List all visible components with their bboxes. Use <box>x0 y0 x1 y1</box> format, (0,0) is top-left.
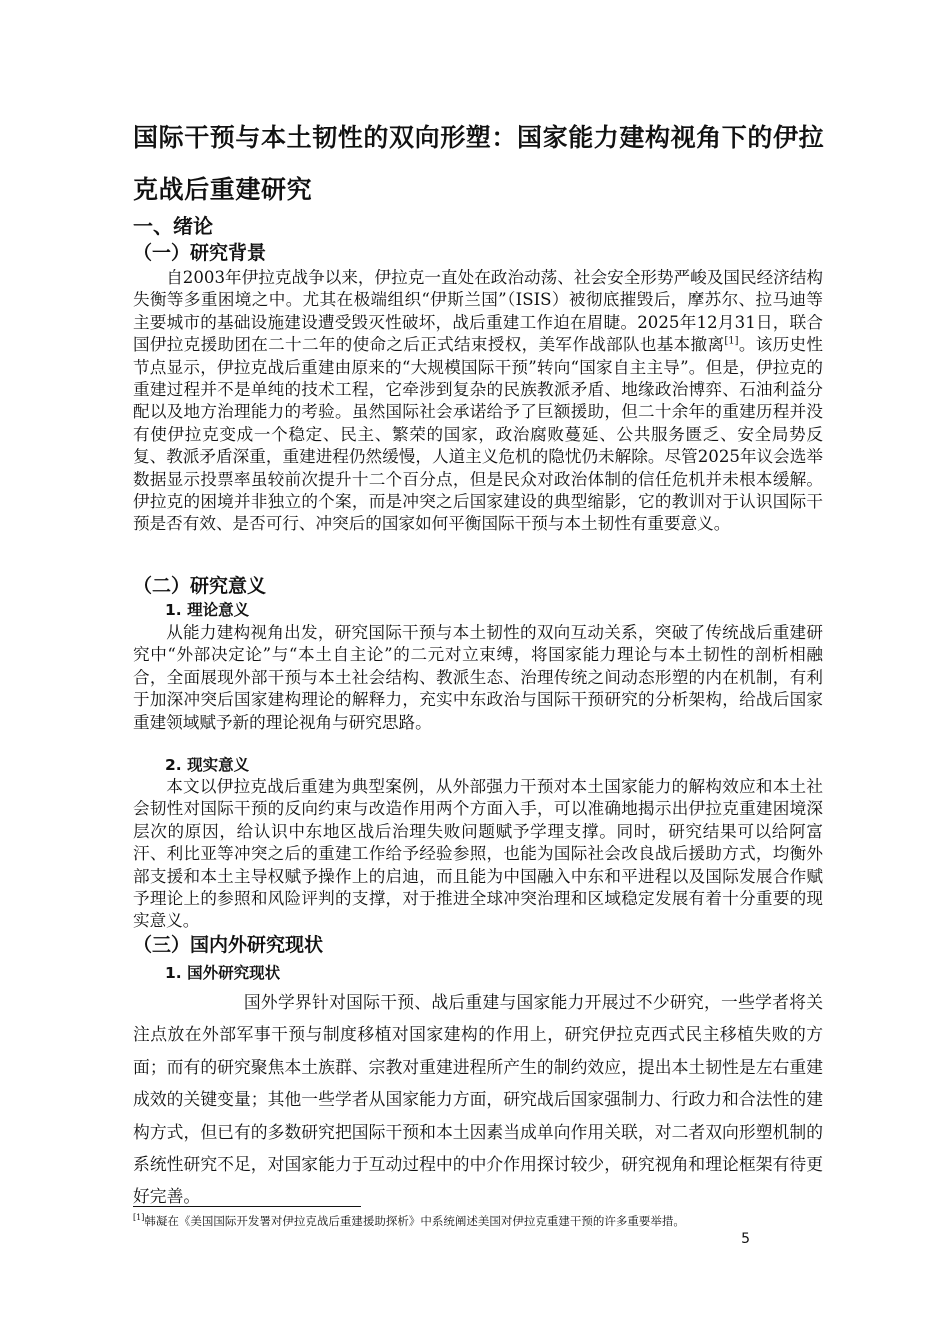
background-text-part2: 。该历史性节点显示，伊拉克战后重建由原来的“大规模国际干预”转向“国家自主主导”。但是，伊拉克的重建过程并不是单纯的技术工程，它牵涉到复杂的民族教派矛盾、地缘政治博弈、石油利益分配以及地方治理能力的考验。虽然国际社会承诺给予了巨额援助，但二十余年的重建历程并没有使伊拉克变成一个稳定、民主、繁荣的国家，政治腐败蔓延、公共服务匮乏、安全局势反复、教派矛盾深重，重建进程仍然缓慢，人道主义危机的隐忧仍未解除。尽管2025年议会选举数据显示投票率虽较前次提升十二个百分点，但是民众对政治体制的信任危机并未根本缓解。伊拉克的困境并非独立的个案，而是冲突之后国家建设的典型缩影，它的教训对于认识国际干预是否有效、是否可行、冲突后的国家如何平衡国际干预与本土韧性有重要意义。 <box>133 335 824 534</box>
section-heading-significance: （二）研究意义 <box>133 575 267 597</box>
footnote-reference[interactable]: [1] <box>724 335 739 347</box>
practice-paragraph: 本文以伊拉克战后重建为典型案例，从外部强力干预对本土国家能力的解构效应和本土社会韧性对国际干预的反向约束与改造作用两个方面入手，可以准确地揭示出伊拉克重建困境深层次的原因，给认识中东地区战后治理失败问题赋予学理支撑。同时，研究结果可以给阿富汗、利比亚等冲突之后的重建工作给予经验参照，也能为国际社会改良战后援助方式，均衡外部支援和本土主导权赋予操作上的启迪，而且能为中国融入中东和平进程以及国际发展合作赋予理论上的参照和风险评判的支撑，对于推进全球冲突治理和区域稳定发展有着十分重要的现实意义。 <box>133 777 823 931</box>
theory-paragraph: 从能力建构视角出发，研究国际干预与本土韧性的双向互动关系，突破了传统战后重建研究中“外部决定论”与“本土自主论”的二元对立束缚，将国家能力理论与本土韧性的剖析相融合，全面展现外部干预与本土社会结构、教派生态、治理传统之间动态形塑的内在机制，有利于加深冲突后国家建构理论的解释力，充实中东政治与国际干预研究的分析架构，给战后国家重建领域赋予新的理论视角与研究思路。 <box>133 623 823 732</box>
section-heading-background: （一）研究背景 <box>133 242 267 264</box>
subsection-heading-theory: 1. 理论意义 <box>165 601 250 619</box>
page-number: 5 <box>741 1231 750 1247</box>
foreign-research-paragraph: 国外学界针对国际干预、战后重建与国家能力开展过不少研究，一些学者将关注点放在外部军事干预与制度移植对国家建构的作用上，研究伊拉克西式民主移植失败的方面；而有的研究聚焦本土族群、宗教对重建进程所产生的制约效应，提出本土韧性是左右重建成效的关键变量；其他一些学者从国家能力方面，研究战后国家强制力、行政力和合法性的建构方式，但已有的多数研究把国际干预和本土因素当成单向作用关联，对二者双向形塑机制的系统性研究不足，对国家能力于互动过程中的中介作用探讨较少，研究视角和理论框架有待更好完善。 <box>133 992 823 1207</box>
footnote-mark: [1] <box>133 1213 145 1223</box>
chapter-heading-introduction: 一、绪论 <box>133 214 213 238</box>
background-paragraph <box>133 267 823 536</box>
paper-title: 国际干预与本土韧性的双向形塑：国家能力建构视角下的伊拉克战后重建研究 <box>133 123 825 204</box>
section-heading-literature: （三）国内外研究现状 <box>133 934 324 956</box>
footnote <box>133 1213 853 1229</box>
background-text-part1: 自2003年伊拉克战争以来，伊拉克一直处在政治动荡、社会安全形势严峻及国民经济结构失衡等多重困境之中。尤其在极端组织“伊斯兰国”（ISIS）被彻底摧毁后，摩苏尔、拉马迪等主要城市的基础设施建设遭受毁灭性破坏，战后重建工作迫在眉睫。2025年12月31日，联合国伊拉克援助团在二十二年的使命之后正式结束授权，美军作战部队也基本撤离 <box>133 268 823 355</box>
footnote-text: 韩凝在《美国国际开发署对伊拉克战后重建援助探析》中系统阐述美国对伊拉克重建干预的许多重要举措。 <box>144 1214 685 1228</box>
subsection-heading-foreign: 1. 国外研究现状 <box>165 964 281 982</box>
footnote-divider <box>133 1206 361 1207</box>
subsection-heading-practice: 2. 现实意义 <box>165 756 250 774</box>
